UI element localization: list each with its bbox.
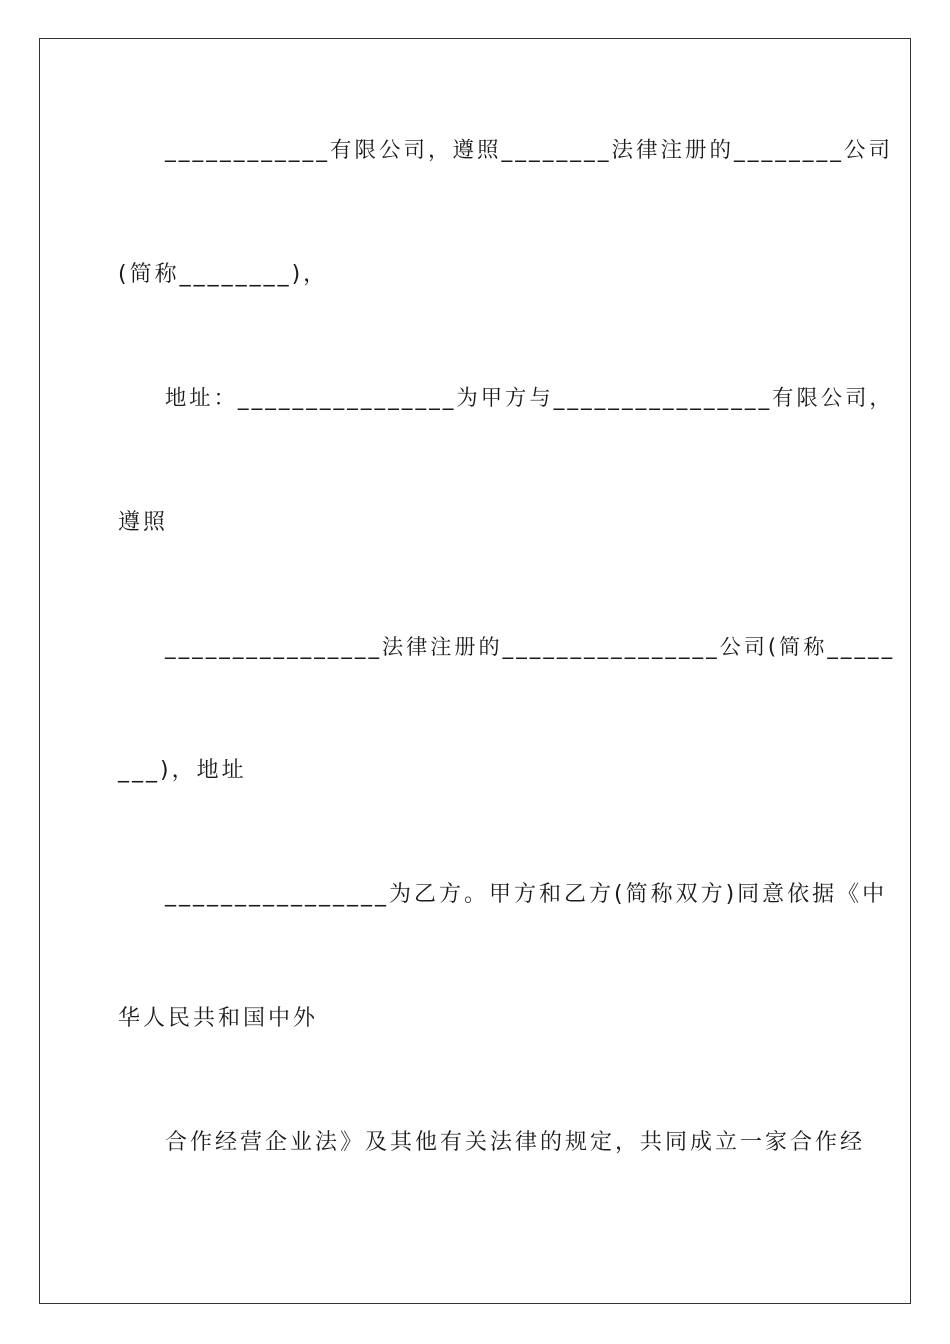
paragraph-line-5: ________________法律注册的________________公司(简称_____ [165,634,896,659]
paragraph-line-6: ___)，地址 [118,758,247,783]
paragraph-line-4: 遵照 [118,510,169,535]
document-page [39,38,911,1304]
paragraph-line-7: ________________为乙方。甲方和乙方(简称双方)同意依据《中 [165,882,888,907]
paragraph-line-1: ____________有限公司，遵照________法律注册的________公司 [165,138,894,163]
paragraph-line-8: 华人民共和国中外 [118,1006,319,1031]
paragraph-line-9: 合作经营企业法》及其他有关法律的规定，共同成立一家合作经 [165,1130,866,1155]
paragraph-line-2: (简称________)， [118,262,329,287]
paragraph-line-3: 地址：________________为甲方与________________有限公司， [165,386,894,411]
